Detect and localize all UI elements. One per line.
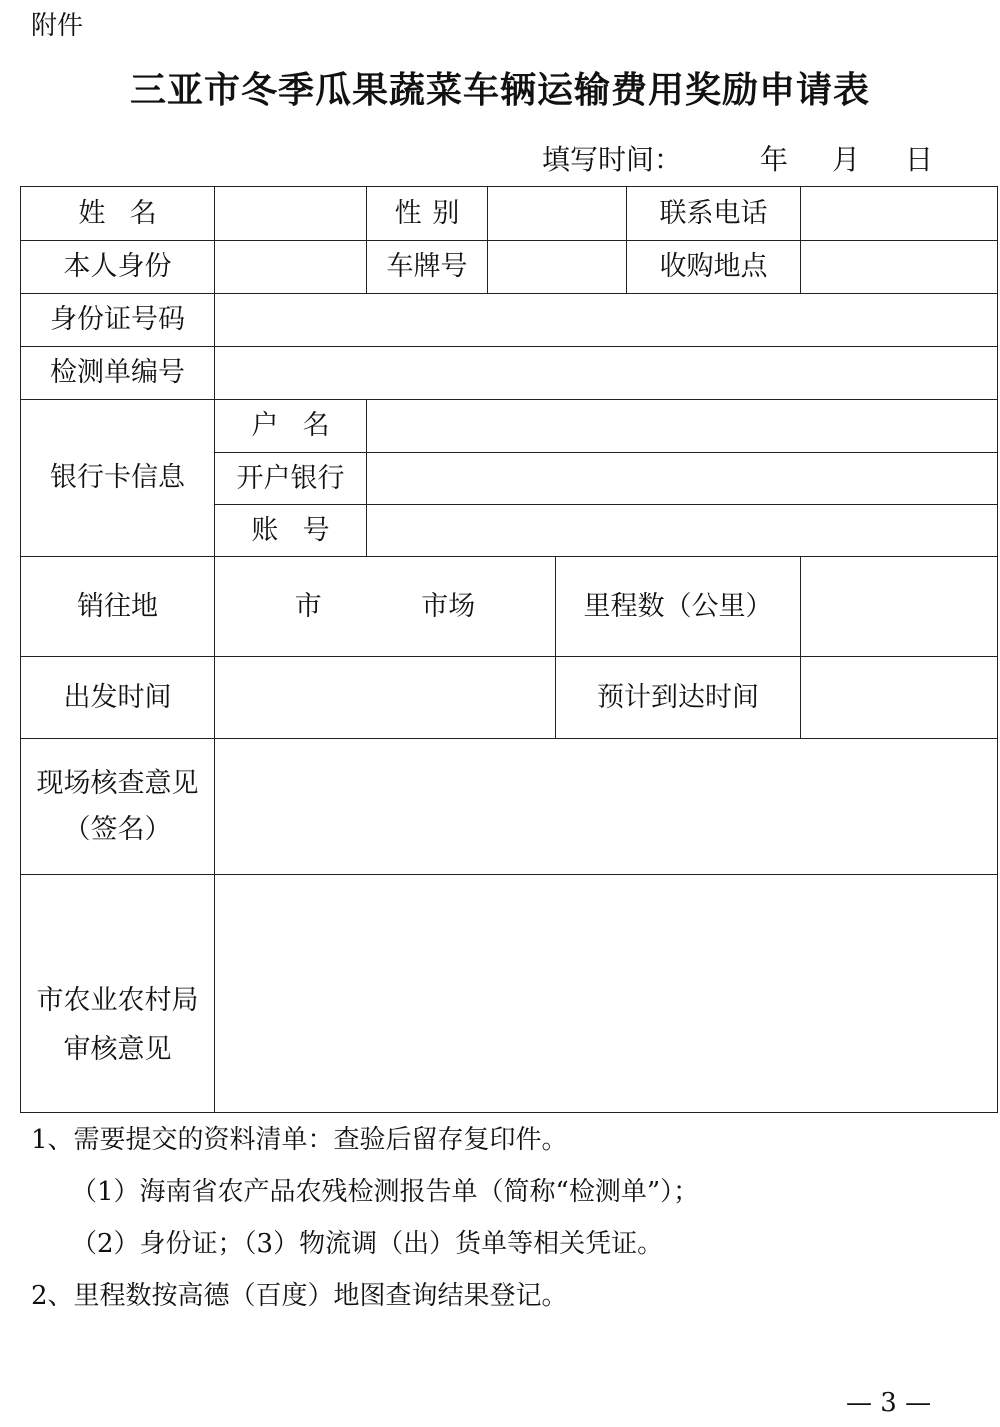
account-name-field[interactable] xyxy=(367,400,998,453)
mileage-label: 里程数（公里） xyxy=(556,557,801,657)
notes xyxy=(31,1127,699,1335)
phone-field[interactable] xyxy=(801,187,998,241)
purchase-place-field[interactable] xyxy=(801,241,998,294)
annex-label: 附件 xyxy=(31,11,84,41)
departure-label: 出发时间 xyxy=(21,657,215,739)
name-field[interactable] xyxy=(215,187,367,241)
note-item: （1）海南省农产品农残检测报告单（简称“检测单”）； xyxy=(71,1177,700,1207)
test-sheet-label: 检测单编号 xyxy=(21,347,215,400)
arrival-label: 预计到达时间 xyxy=(556,657,801,739)
name-label: 姓名 xyxy=(21,187,215,241)
application-form xyxy=(20,186,998,1113)
fill-date-year: 年 xyxy=(760,143,789,176)
form-title: 三亚市冬季瓜果蔬菜车辆运输费用奖励申请表 xyxy=(129,69,870,111)
bureau-review-label xyxy=(21,875,215,1113)
inspection-label xyxy=(21,739,215,875)
gender-label: 性别 xyxy=(367,187,488,241)
purchase-place-label: 收购地点 xyxy=(627,241,801,294)
account-name-label: 户名 xyxy=(215,400,367,453)
arrival-field[interactable] xyxy=(801,657,998,739)
inspection-label-line1: 现场核查意见 xyxy=(36,768,199,800)
bank-field[interactable] xyxy=(367,453,998,505)
fill-date-day: 日 xyxy=(905,143,934,176)
page-number: — 3 — xyxy=(846,1388,932,1418)
account-number-label: 账号 xyxy=(215,505,367,557)
market-suffix: 市场 xyxy=(421,590,476,622)
bank-info-label: 银行卡信息 xyxy=(21,400,215,557)
bureau-review-field[interactable] xyxy=(215,875,998,1113)
city-suffix: 市 xyxy=(294,590,322,622)
plate-label: 车牌号 xyxy=(367,241,488,294)
destination-label: 销往地 xyxy=(21,557,215,657)
bureau-label-line1: 市农业农村局 xyxy=(36,985,199,1016)
account-number-field[interactable] xyxy=(367,505,998,557)
phone-label: 联系电话 xyxy=(627,187,801,241)
inspection-field[interactable] xyxy=(215,739,998,875)
note-item: （2）身份证；（3）物流调（出）货单等相关凭证。 xyxy=(71,1229,664,1259)
bank-label: 开户银行 xyxy=(215,453,367,505)
id-number-label: 身份证号码 xyxy=(21,294,215,347)
bureau-label-line2: 审核意见 xyxy=(63,1034,172,1066)
gender-field[interactable] xyxy=(488,187,627,241)
id-number-field[interactable] xyxy=(215,294,998,347)
fill-date-month: 月 xyxy=(832,143,861,176)
destination-field[interactable] xyxy=(215,557,556,657)
inspection-label-line2: （签名） xyxy=(63,813,172,845)
mileage-field[interactable] xyxy=(801,557,998,657)
plate-field[interactable] xyxy=(488,241,627,294)
note-item: 2、里程数按高德（百度）地图查询结果登记。 xyxy=(31,1281,568,1311)
identity-label: 本人身份 xyxy=(21,241,215,294)
test-sheet-field[interactable] xyxy=(215,347,998,400)
identity-field[interactable] xyxy=(215,241,367,294)
departure-field[interactable] xyxy=(215,657,556,739)
fill-date-label: 填写时间： xyxy=(542,143,683,176)
note-item: 1、需要提交的资料清单：查验后留存复印件。 xyxy=(31,1125,568,1155)
